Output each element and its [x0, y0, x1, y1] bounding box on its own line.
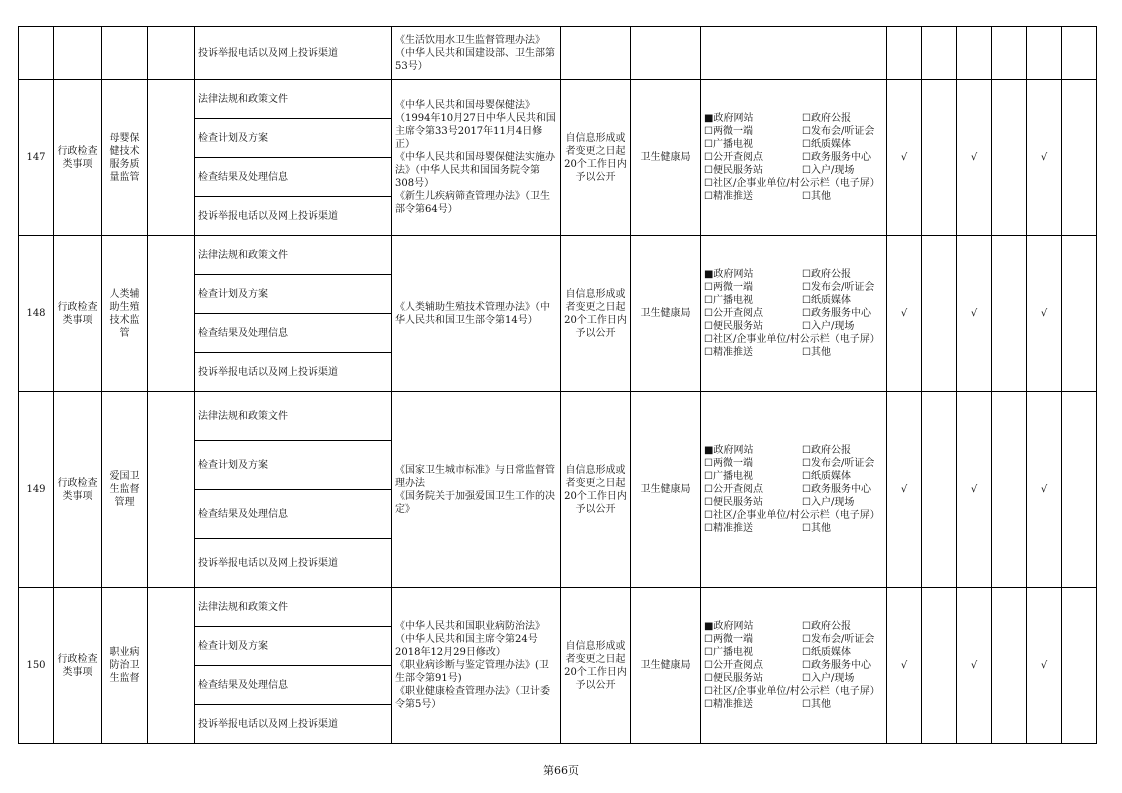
empty-box-icon: ☐: [802, 282, 811, 293]
channel-option-broadcast: [704, 294, 802, 307]
item-cell: 法律法规和政策文件: [195, 588, 392, 627]
channel-option-gov-site: [704, 444, 802, 457]
channels-grid: [704, 620, 883, 711]
channels-cell: [701, 80, 887, 236]
name-cell: 爱国卫生监督管理: [102, 392, 148, 588]
channels-grid: [704, 444, 883, 535]
empty-box-icon: ☐: [704, 282, 713, 293]
empty-box-icon: ☐: [704, 634, 713, 645]
empty-box-icon: ☐: [802, 634, 811, 645]
channel-label: 精准推送: [712, 191, 753, 202]
channel-label: 社区/企事业单位/村公示栏（电子屏）: [712, 178, 880, 189]
check-mark-cell: [922, 588, 957, 744]
empty-box-icon: ☐: [704, 673, 713, 684]
channel-label: 其他: [810, 191, 831, 202]
checked-box-icon: ■: [704, 269, 714, 280]
check-mark-cell: √: [957, 236, 992, 392]
empty-box-icon: ☐: [704, 523, 713, 534]
empty-cell: [148, 27, 195, 80]
check-mark-cell: √: [887, 236, 922, 392]
empty-box-icon: ☐: [704, 699, 713, 710]
channel-label: 政府公报: [810, 445, 851, 456]
channel-label: 广播电视: [712, 295, 753, 306]
empty-box-icon: ☐: [802, 165, 811, 176]
channel-label: 两微一端: [712, 634, 753, 645]
channel-option-broadcast: [704, 138, 802, 151]
check-mark-cell: √: [1027, 588, 1062, 744]
channel-label: 政府公报: [810, 621, 851, 632]
channel-option-door: [802, 496, 886, 509]
empty-box-icon: ☐: [704, 126, 713, 137]
channel-label: 发布会/听证会: [810, 282, 875, 293]
department-cell: 卫生健康局: [631, 236, 701, 392]
channel-option-press: [802, 633, 886, 646]
item-cell: 检查计划及方案: [195, 627, 392, 666]
empty-box-icon: ☐: [802, 458, 811, 469]
channels-cell: [701, 27, 887, 80]
channel-label: 社区/企事业单位/村公示栏（电子屏）: [712, 510, 880, 521]
empty-box-icon: ☐: [704, 165, 713, 176]
channel-label: 其他: [810, 523, 831, 534]
channel-option-door: [802, 672, 886, 685]
empty-box-icon: ☐: [802, 497, 811, 508]
basis-cell: 《生活饮用水卫生监督管理办法》（中华人民共和国建设部、卫生部第53号）: [392, 27, 561, 80]
check-mark-cell: [1062, 588, 1097, 744]
basis-cell: 《中华人民共和国母婴保健法》（1994年10月27日中华人民共和国主席令第33号2017年11月4日修正） 《中华人民共和国母婴保健法实施办法》（中华人民共和国国务院令第308号） 《新生儿疾病筛查管理办法》（卫生部令第64号）: [392, 80, 561, 236]
channel-option-paper: [802, 646, 886, 659]
table-row: [19, 80, 1097, 119]
empty-box-icon: ☐: [704, 660, 713, 671]
channel-label: 便民服务站: [712, 497, 763, 508]
channel-option-press: [802, 281, 886, 294]
channel-option-convenience: [704, 496, 802, 509]
channel-option-precise: [704, 346, 802, 359]
channel-option-service-center: [802, 659, 886, 672]
channel-option-reading: [704, 659, 802, 672]
channel-label: 广播电视: [712, 471, 753, 482]
table-row: [19, 392, 1097, 441]
channels-cell: [701, 392, 887, 588]
channel-option-service-center: [802, 483, 886, 496]
empty-box-icon: ☐: [704, 647, 713, 658]
channel-option-precise: [704, 698, 802, 711]
channel-label: 发布会/听证会: [810, 458, 875, 469]
channel-label: 精准推送: [712, 523, 753, 534]
department-cell: 卫生健康局: [631, 588, 701, 744]
category-cell: 行政检查类事项: [54, 588, 102, 744]
channel-option-precise: [704, 190, 802, 203]
empty-cell: [148, 588, 195, 744]
channel-label: 精准推送: [712, 347, 753, 358]
channel-option-community: [704, 177, 886, 190]
item-cell: 检查结果及处理信息: [195, 158, 392, 197]
empty-box-icon: ☐: [704, 458, 713, 469]
row-number-cell: 150: [19, 588, 54, 744]
item-cell: 检查计划及方案: [195, 119, 392, 158]
name-cell: [102, 27, 148, 80]
channel-label: 入户/现场: [810, 165, 855, 176]
channel-option-gov-site: [704, 112, 802, 125]
channels-cell: [701, 588, 887, 744]
channel-option-press: [802, 457, 886, 470]
check-mark-cell: [992, 588, 1027, 744]
checked-box-icon: ■: [704, 445, 714, 456]
empty-box-icon: ☐: [704, 334, 713, 345]
channel-label: 发布会/听证会: [810, 634, 875, 645]
disclosure-table: [18, 26, 1097, 744]
time-cell: [561, 27, 631, 80]
check-mark-cell: [992, 80, 1027, 236]
item-cell: 检查结果及处理信息: [195, 490, 392, 539]
channel-label: 便民服务站: [712, 165, 763, 176]
channel-option-two-micro: [704, 281, 802, 294]
channel-option-broadcast: [704, 470, 802, 483]
channel-label: 其他: [810, 347, 831, 358]
channel-label: 纸质媒体: [810, 647, 851, 658]
category-cell: 行政检查类事项: [54, 392, 102, 588]
item-cell: 检查结果及处理信息: [195, 314, 392, 353]
empty-box-icon: ☐: [704, 510, 713, 521]
channel-option-convenience: [704, 672, 802, 685]
channel-label: 便民服务站: [712, 673, 763, 684]
check-mark-cell: [992, 392, 1027, 588]
time-limit-cell: 自信息形成或者变更之日起20个工作日内予以公开: [561, 392, 631, 588]
empty-box-icon: ☐: [704, 471, 713, 482]
empty-box-icon: ☐: [802, 647, 811, 658]
channel-option-other: [802, 190, 886, 203]
channel-option-broadcast: [704, 646, 802, 659]
name-cell: 母婴保健技术服务质量监管: [102, 80, 148, 236]
channel-option-gov-bulletin: [802, 444, 886, 457]
channel-option-reading: [704, 483, 802, 496]
channel-label: 政府公报: [810, 113, 851, 124]
channel-option-convenience: [704, 164, 802, 177]
empty-box-icon: ☐: [704, 191, 713, 202]
check-cell: [922, 27, 957, 80]
category-cell: [54, 27, 102, 80]
channel-option-other: [802, 522, 886, 535]
category-cell: 行政检查类事项: [54, 236, 102, 392]
check-cell: [887, 27, 922, 80]
row-number-cell: 148: [19, 236, 54, 392]
empty-box-icon: ☐: [704, 484, 713, 495]
channel-label: 两微一端: [712, 458, 753, 469]
table-row: [19, 236, 1097, 275]
item-cell: 检查计划及方案: [195, 441, 392, 490]
channel-option-convenience: [704, 320, 802, 333]
item-cell: 投诉举报电话以及网上投诉渠道: [195, 27, 392, 80]
check-cell: [1062, 27, 1097, 80]
item-cell: 检查计划及方案: [195, 275, 392, 314]
channel-label: 公开查阅点: [712, 484, 763, 495]
empty-box-icon: ☐: [704, 295, 713, 306]
item-cell: 法律法规和政策文件: [195, 392, 392, 441]
channel-label: 其他: [810, 699, 831, 710]
channel-label: 公开查阅点: [712, 308, 763, 319]
channel-option-paper: [802, 294, 886, 307]
empty-box-icon: ☐: [802, 673, 811, 684]
channels-cell: [701, 236, 887, 392]
channel-option-press: [802, 125, 886, 138]
channel-option-two-micro: [704, 125, 802, 138]
basis-cell: 《人类辅助生殖技术管理办法》（中华人民共和国卫生部令第14号）: [392, 236, 561, 392]
channel-label: 纸质媒体: [810, 139, 851, 150]
channel-option-two-micro: [704, 457, 802, 470]
channel-label: 公开查阅点: [712, 660, 763, 671]
channel-label: 政务服务中心: [810, 308, 871, 319]
channel-label: 政府网站: [713, 621, 754, 632]
channel-label: 纸质媒体: [810, 295, 851, 306]
channel-option-paper: [802, 470, 886, 483]
channel-label: 两微一端: [712, 282, 753, 293]
name-cell: 人类辅助生殖技术监管: [102, 236, 148, 392]
item-cell: 检查结果及处理信息: [195, 666, 392, 705]
empty-box-icon: ☐: [802, 660, 811, 671]
channel-option-door: [802, 320, 886, 333]
empty-box-icon: ☐: [704, 347, 713, 358]
checked-box-icon: ■: [704, 113, 714, 124]
item-cell: 投诉举报电话以及网上投诉渠道: [195, 353, 392, 392]
channel-option-service-center: [802, 307, 886, 320]
check-mark-cell: [1062, 236, 1097, 392]
basis-cell: 《中华人民共和国职业病防治法》（中华人民共和国主席令第24号2018年12月29日修改） 《职业病诊断与鉴定管理办法》(卫生部令第91号) 《职业健康检查管理办法》（卫计委令第5号）: [392, 588, 561, 744]
check-mark-cell: √: [1027, 392, 1062, 588]
channel-label: 广播电视: [712, 647, 753, 658]
check-mark-cell: √: [957, 588, 992, 744]
empty-box-icon: ☐: [802, 113, 811, 124]
channel-label: 政务服务中心: [810, 660, 871, 671]
name-cell: 职业病防治卫生监督: [102, 588, 148, 744]
time-limit-cell: 自信息形成或者变更之日起20个工作日内予以公开: [561, 80, 631, 236]
check-mark-cell: [922, 392, 957, 588]
category-cell: 行政检查类事项: [54, 80, 102, 236]
channel-option-door: [802, 164, 886, 177]
basis-cell: 《国家卫生城市标准》与日常监督管理办法 《国务院关于加强爱国卫生工作的决定》: [392, 392, 561, 588]
channel-option-community: [704, 685, 886, 698]
item-cell: 法律法规和政策文件: [195, 236, 392, 275]
empty-box-icon: ☐: [802, 347, 811, 358]
check-mark-cell: √: [887, 588, 922, 744]
empty-box-icon: ☐: [802, 191, 811, 202]
empty-box-icon: ☐: [704, 308, 713, 319]
channel-label: 入户/现场: [810, 497, 855, 508]
check-mark-cell: √: [957, 80, 992, 236]
empty-box-icon: ☐: [704, 152, 713, 163]
item-cell: 投诉举报电话以及网上投诉渠道: [195, 705, 392, 744]
department-cell: 卫生健康局: [631, 392, 701, 588]
check-mark-cell: [1062, 392, 1097, 588]
check-mark-cell: [922, 80, 957, 236]
channel-option-precise: [704, 522, 802, 535]
channel-option-other: [802, 698, 886, 711]
channel-label: 广播电视: [712, 139, 753, 150]
check-mark-cell: √: [1027, 236, 1062, 392]
check-mark-cell: √: [1027, 80, 1062, 236]
channel-option-gov-bulletin: [802, 268, 886, 281]
channel-label: 公开查阅点: [712, 152, 763, 163]
channel-option-paper: [802, 138, 886, 151]
row-number-cell: 149: [19, 392, 54, 588]
empty-cell: [148, 80, 195, 236]
empty-box-icon: ☐: [802, 139, 811, 150]
check-mark-cell: [992, 236, 1027, 392]
empty-box-icon: ☐: [802, 471, 811, 482]
item-cell: 投诉举报电话以及网上投诉渠道: [195, 539, 392, 588]
channel-label: 发布会/听证会: [810, 126, 875, 137]
channel-label: 入户/现场: [810, 321, 855, 332]
channels-grid: [704, 268, 883, 359]
channel-label: 政务服务中心: [810, 152, 871, 163]
empty-box-icon: ☐: [704, 686, 713, 697]
empty-box-icon: ☐: [802, 523, 811, 534]
channel-option-two-micro: [704, 633, 802, 646]
channel-label: 政府网站: [713, 269, 754, 280]
row-number-cell: [19, 27, 54, 80]
empty-box-icon: ☐: [802, 269, 811, 280]
check-cell: [957, 27, 992, 80]
channel-option-gov-site: [704, 620, 802, 633]
check-cell: [992, 27, 1027, 80]
empty-box-icon: ☐: [802, 445, 811, 456]
channel-option-gov-bulletin: [802, 620, 886, 633]
channel-option-gov-bulletin: [802, 112, 886, 125]
page-number: 第66页: [543, 764, 579, 777]
empty-cell: [148, 236, 195, 392]
channel-option-community: [704, 333, 886, 346]
channel-label: 精准推送: [712, 699, 753, 710]
empty-box-icon: ☐: [704, 497, 713, 508]
empty-box-icon: ☐: [704, 139, 713, 150]
channel-option-gov-site: [704, 268, 802, 281]
channel-option-reading: [704, 151, 802, 164]
check-cell: [1027, 27, 1062, 80]
check-mark-cell: √: [887, 392, 922, 588]
empty-box-icon: ☐: [704, 178, 713, 189]
empty-box-icon: ☐: [802, 621, 811, 632]
time-limit-cell: 自信息形成或者变更之日起20个工作日内予以公开: [561, 588, 631, 744]
empty-box-icon: ☐: [802, 308, 811, 319]
table-row: [19, 588, 1097, 627]
check-mark-cell: [922, 236, 957, 392]
time-limit-cell: 自信息形成或者变更之日起20个工作日内予以公开: [561, 236, 631, 392]
channel-label: 社区/企事业单位/村公示栏（电子屏）: [712, 334, 880, 345]
empty-box-icon: ☐: [704, 321, 713, 332]
channel-label: 政务服务中心: [810, 484, 871, 495]
channel-label: 社区/企事业单位/村公示栏（电子屏）: [712, 686, 880, 697]
empty-box-icon: ☐: [802, 484, 811, 495]
empty-box-icon: ☐: [802, 699, 811, 710]
channel-label: 政府网站: [713, 113, 754, 124]
channels-grid: [704, 112, 883, 203]
channel-label: 政府公报: [810, 269, 851, 280]
channel-label: 纸质媒体: [810, 471, 851, 482]
channel-label: 入户/现场: [810, 673, 855, 684]
empty-box-icon: ☐: [802, 295, 811, 306]
channel-option-other: [802, 346, 886, 359]
row-number-cell: 147: [19, 80, 54, 236]
item-cell: 投诉举报电话以及网上投诉渠道: [195, 197, 392, 236]
empty-cell: [148, 392, 195, 588]
check-mark-cell: √: [887, 80, 922, 236]
channel-option-reading: [704, 307, 802, 320]
dept-cell: [631, 27, 701, 80]
department-cell: 卫生健康局: [631, 80, 701, 236]
empty-box-icon: ☐: [802, 126, 811, 137]
channel-label: 两微一端: [712, 126, 753, 137]
check-mark-cell: √: [957, 392, 992, 588]
check-mark-cell: [1062, 80, 1097, 236]
channel-label: 政府网站: [713, 445, 754, 456]
empty-box-icon: ☐: [802, 152, 811, 163]
item-cell: 法律法规和政策文件: [195, 80, 392, 119]
empty-box-icon: ☐: [802, 321, 811, 332]
channel-option-community: [704, 509, 886, 522]
table-row: [19, 27, 1097, 80]
checked-box-icon: ■: [704, 621, 714, 632]
channel-option-service-center: [802, 151, 886, 164]
channel-label: 便民服务站: [712, 321, 763, 332]
